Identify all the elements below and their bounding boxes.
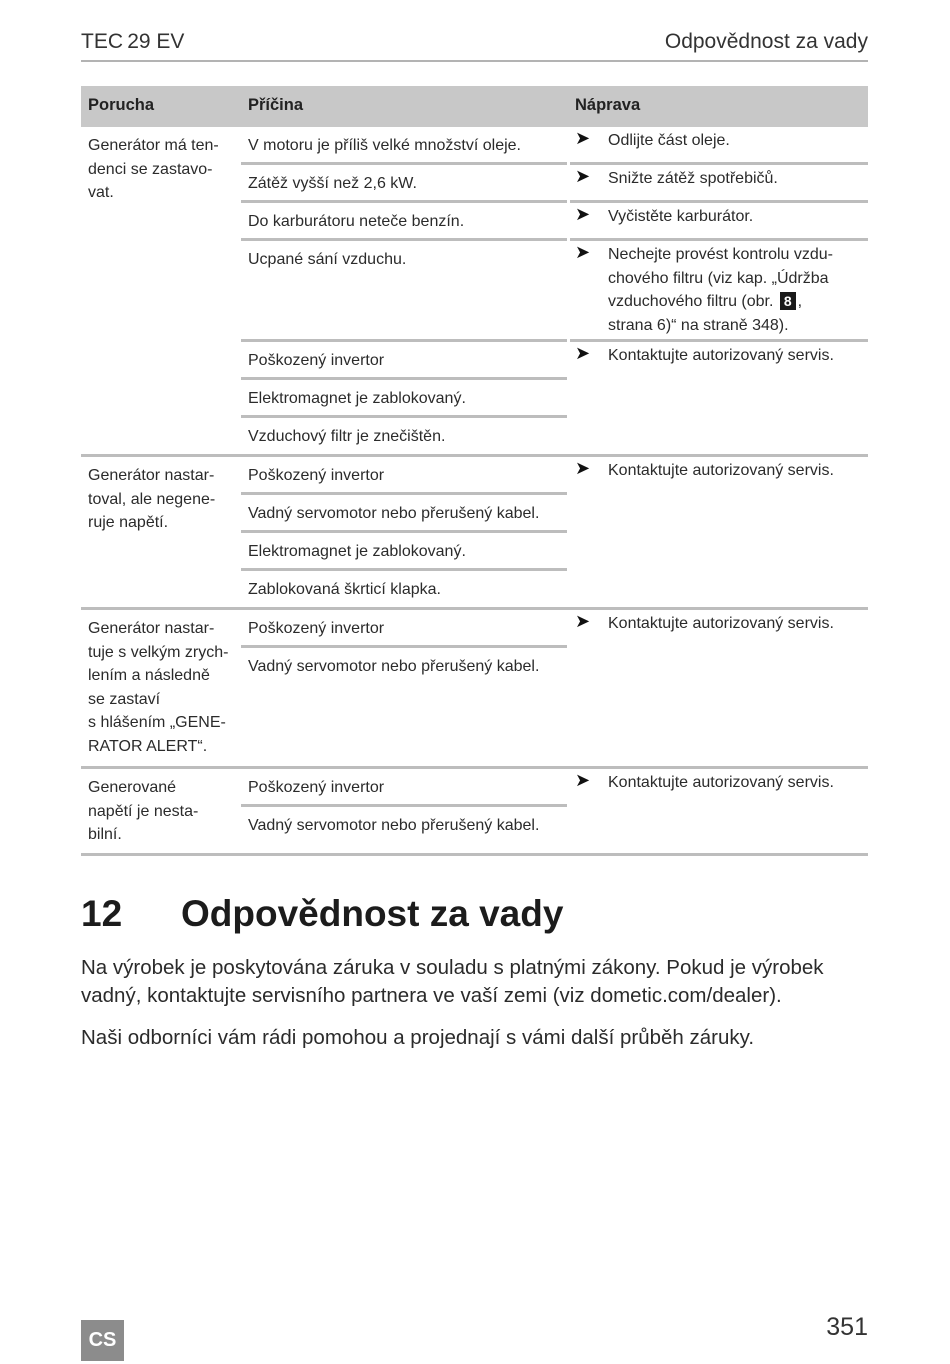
remedy-text: Odlijte část oleje. bbox=[608, 132, 730, 149]
remedy-cell bbox=[570, 457, 868, 607]
column-header-fault: Porucha bbox=[88, 96, 155, 114]
section-number: 12 bbox=[81, 893, 123, 934]
table-row-group bbox=[81, 127, 868, 457]
header-rule bbox=[81, 60, 868, 62]
cause-cell: Poškozený invertor bbox=[241, 457, 567, 495]
cause-cell: Zablokovaná škrticí klapka. bbox=[248, 581, 441, 598]
remedy-text: Kontaktujte autorizovaný servis. bbox=[608, 462, 834, 479]
body-paragraph: Na výrobek je poskytována záruka v souladu s platnými zákony. Pokud je výrobek vadný, kontaktujte servisního partnera ve vaší zemi (viz dometic.com/dealer). bbox=[81, 956, 824, 1007]
cause-cell: Vzduchový filtr je znečištěn. bbox=[248, 428, 446, 445]
body-paragraph: Naši odborníci vám rádi pomohou a projednají s vámi další průběh záruky. bbox=[81, 1026, 755, 1049]
remedy-cell bbox=[570, 610, 868, 766]
cause-cell: Elektromagnet je zablokovaný. bbox=[241, 533, 567, 571]
arrow-icon: ➤ bbox=[575, 204, 591, 224]
cause-cell: Zátěž vyšší než 2,6 kW. bbox=[241, 165, 567, 203]
arrow-icon: ➤ bbox=[575, 770, 591, 790]
table-row-group bbox=[81, 610, 868, 769]
remedy-cell bbox=[570, 165, 868, 203]
running-header-section: Odpovědnost za vady bbox=[664, 30, 868, 53]
cause-cell: V motoru je příliš velké množství oleje. bbox=[241, 127, 567, 165]
arrow-icon: ➤ bbox=[575, 166, 591, 186]
cause-cell: Poškozený invertor bbox=[241, 769, 567, 807]
remedy-cell bbox=[570, 769, 868, 853]
remedy-text: Vyčistěte karburátor. bbox=[608, 208, 754, 225]
arrow-icon: ➤ bbox=[575, 458, 591, 478]
figure-reference-badge: 8 bbox=[780, 292, 796, 310]
remedy-text-before: Nechejte provést kontrolu vzdu- chového filtru (viz kap. „Údržba vzduchového filtru (obr. bbox=[608, 246, 833, 310]
page-number: 351 bbox=[826, 1313, 868, 1341]
running-header-product: TEC 29 EV bbox=[81, 30, 185, 53]
remedy-text-after: , strana 6)“ na straně 348). bbox=[608, 293, 803, 334]
arrow-icon: ➤ bbox=[575, 242, 591, 262]
remedy-cell bbox=[570, 342, 868, 454]
column-header-remedy: Náprava bbox=[575, 96, 641, 114]
remedy-text: Kontaktujte autorizovaný servis. bbox=[608, 615, 834, 632]
remedy-text bbox=[608, 246, 833, 334]
remedy-cell bbox=[570, 127, 868, 165]
cause-cell: Elektromagnet je zablokovaný. bbox=[241, 380, 567, 418]
arrow-icon: ➤ bbox=[575, 128, 591, 148]
remedy-cell bbox=[570, 203, 868, 241]
cause-cell: Do karburátoru neteče benzín. bbox=[241, 203, 567, 241]
table-row-group bbox=[81, 457, 868, 610]
fault-cell: Generátor nastar- toval, ale negene- ruje napětí. bbox=[88, 467, 216, 531]
arrow-icon: ➤ bbox=[575, 611, 591, 631]
table-row-group bbox=[81, 769, 868, 856]
language-badge: CS bbox=[81, 1320, 124, 1361]
column-header-cause: Příčina bbox=[248, 96, 304, 114]
section-heading bbox=[81, 893, 564, 935]
section-title: Odpovědnost za vady bbox=[181, 893, 564, 934]
remedy-cell bbox=[570, 241, 868, 342]
cause-cell: Ucpané sání vzduchu. bbox=[241, 241, 567, 342]
arrow-icon: ➤ bbox=[575, 343, 591, 363]
remedy-text: Kontaktujte autorizovaný servis. bbox=[608, 774, 834, 791]
fault-cell: Generátor nastar- tuje s velkým zrych- lením a následně se zastaví s hlášením „GENE- RATOR ALERT“. bbox=[88, 620, 229, 755]
remedy-text: Snižte zátěž spotřebičů. bbox=[608, 170, 778, 187]
cause-cell: Vadný servomotor nebo přerušený kabel. bbox=[248, 658, 540, 675]
fault-cell: Generátor má ten- denci se zastavo- vat. bbox=[88, 137, 219, 201]
cause-cell: Vadný servomotor nebo přerušený kabel. bbox=[241, 495, 567, 533]
cause-cell: Vadný servomotor nebo přerušený kabel. bbox=[248, 817, 540, 834]
table-header-row bbox=[81, 86, 868, 127]
remedy-text: Kontaktujte autorizovaný servis. bbox=[608, 347, 834, 364]
cause-cell: Poškozený invertor bbox=[241, 610, 567, 648]
fault-cell: Generované napětí je nesta- bilní. bbox=[88, 779, 199, 843]
cause-cell: Poškozený invertor bbox=[241, 342, 567, 380]
troubleshooting-table bbox=[81, 86, 868, 856]
